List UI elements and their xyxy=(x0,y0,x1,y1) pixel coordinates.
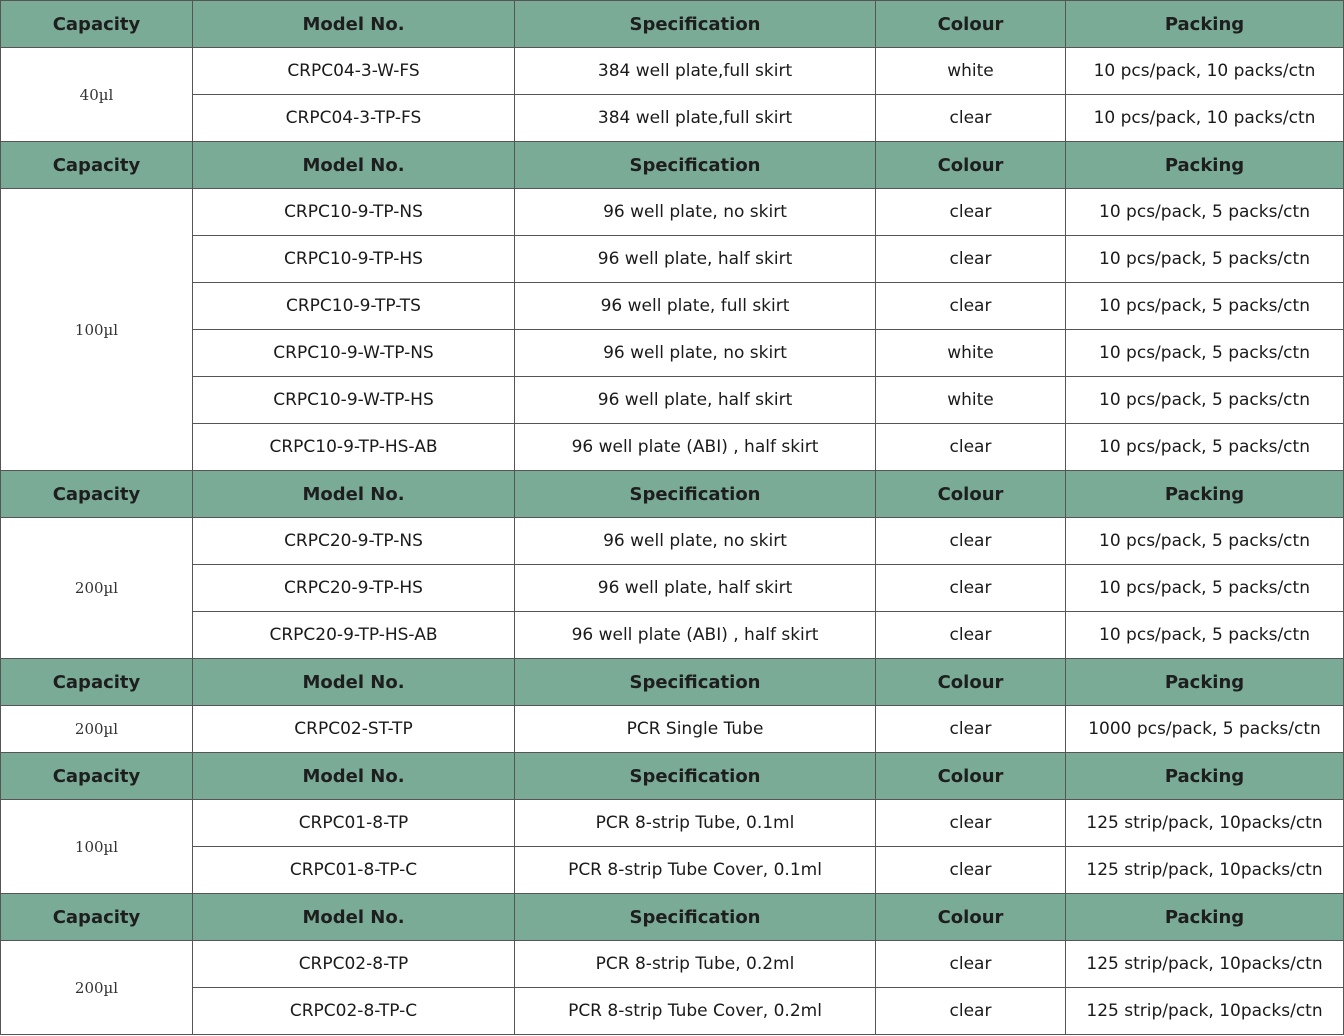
column-header-colour: Colour xyxy=(876,471,1066,518)
packing-cell: 10 pcs/pack, 10 packs/ctn xyxy=(1066,48,1344,95)
column-header-colour: Colour xyxy=(876,1,1066,48)
column-header-model: Model No. xyxy=(193,1,515,48)
table-row xyxy=(1,847,1344,894)
header-row xyxy=(1,142,1344,189)
model-cell: CRPC20-9-TP-HS-AB xyxy=(193,612,515,659)
column-header-spec: Specification xyxy=(515,894,876,941)
column-header-capacity: Capacity xyxy=(1,471,193,518)
spec-cell: 96 well plate, full skirt xyxy=(515,283,876,330)
table-row xyxy=(1,283,1344,330)
column-header-packing: Packing xyxy=(1066,1,1344,48)
column-header-packing: Packing xyxy=(1066,659,1344,706)
colour-cell: clear xyxy=(876,847,1066,894)
colour-cell: clear xyxy=(876,424,1066,471)
product-spec-table-body xyxy=(1,1,1344,1035)
packing-cell: 10 pcs/pack, 10 packs/ctn xyxy=(1066,95,1344,142)
model-cell: CRPC01-8-TP-C xyxy=(193,847,515,894)
spec-cell: PCR 8-strip Tube Cover, 0.2ml xyxy=(515,988,876,1035)
spec-cell: PCR 8-strip Tube Cover, 0.1ml xyxy=(515,847,876,894)
table-row xyxy=(1,941,1344,988)
packing-cell: 10 pcs/pack, 5 packs/ctn xyxy=(1066,189,1344,236)
column-header-model: Model No. xyxy=(193,894,515,941)
model-cell: CRPC10-9-TP-HS-AB xyxy=(193,424,515,471)
column-header-capacity: Capacity xyxy=(1,753,193,800)
model-cell: CRPC10-9-TP-TS xyxy=(193,283,515,330)
table-row xyxy=(1,424,1344,471)
colour-cell: clear xyxy=(876,612,1066,659)
column-header-colour: Colour xyxy=(876,142,1066,189)
capacity-cell: 200µl xyxy=(1,941,193,1035)
header-row xyxy=(1,659,1344,706)
model-cell: CRPC04-3-W-FS xyxy=(193,48,515,95)
model-cell: CRPC10-9-W-TP-NS xyxy=(193,330,515,377)
column-header-model: Model No. xyxy=(193,753,515,800)
column-header-model: Model No. xyxy=(193,659,515,706)
spec-cell: 96 well plate, no skirt xyxy=(515,189,876,236)
header-row xyxy=(1,894,1344,941)
model-cell: CRPC10-9-TP-HS xyxy=(193,236,515,283)
packing-cell: 10 pcs/pack, 5 packs/ctn xyxy=(1066,377,1344,424)
spec-cell: 96 well plate, half skirt xyxy=(515,565,876,612)
colour-cell: clear xyxy=(876,706,1066,753)
packing-cell: 10 pcs/pack, 5 packs/ctn xyxy=(1066,236,1344,283)
spec-cell: PCR 8-strip Tube, 0.2ml xyxy=(515,941,876,988)
table-row xyxy=(1,189,1344,236)
column-header-packing: Packing xyxy=(1066,894,1344,941)
model-cell: CRPC02-8-TP xyxy=(193,941,515,988)
table-row xyxy=(1,377,1344,424)
column-header-packing: Packing xyxy=(1066,753,1344,800)
model-cell: CRPC10-9-W-TP-HS xyxy=(193,377,515,424)
table-row xyxy=(1,988,1344,1035)
spec-cell: 384 well plate,full skirt xyxy=(515,48,876,95)
packing-cell: 125 strip/pack, 10packs/ctn xyxy=(1066,847,1344,894)
colour-cell: white xyxy=(876,48,1066,95)
capacity-cell: 200µl xyxy=(1,706,193,753)
packing-cell: 10 pcs/pack, 5 packs/ctn xyxy=(1066,518,1344,565)
header-row xyxy=(1,753,1344,800)
column-header-capacity: Capacity xyxy=(1,894,193,941)
column-header-model: Model No. xyxy=(193,471,515,518)
table-row xyxy=(1,95,1344,142)
capacity-cell: 100µl xyxy=(1,189,193,471)
model-cell: CRPC02-ST-TP xyxy=(193,706,515,753)
header-row xyxy=(1,471,1344,518)
packing-cell: 1000 pcs/pack, 5 packs/ctn xyxy=(1066,706,1344,753)
colour-cell: white xyxy=(876,377,1066,424)
model-cell: CRPC10-9-TP-NS xyxy=(193,189,515,236)
table-row xyxy=(1,706,1344,753)
capacity-cell: 100µl xyxy=(1,800,193,894)
column-header-spec: Specification xyxy=(515,142,876,189)
column-header-packing: Packing xyxy=(1066,142,1344,189)
column-header-spec: Specification xyxy=(515,659,876,706)
column-header-capacity: Capacity xyxy=(1,659,193,706)
column-header-spec: Specification xyxy=(515,471,876,518)
column-header-colour: Colour xyxy=(876,659,1066,706)
table-row xyxy=(1,330,1344,377)
column-header-colour: Colour xyxy=(876,753,1066,800)
packing-cell: 10 pcs/pack, 5 packs/ctn xyxy=(1066,283,1344,330)
spec-cell: PCR Single Tube xyxy=(515,706,876,753)
model-cell: CRPC20-9-TP-NS xyxy=(193,518,515,565)
colour-cell: clear xyxy=(876,800,1066,847)
table-row xyxy=(1,48,1344,95)
packing-cell: 10 pcs/pack, 5 packs/ctn xyxy=(1066,424,1344,471)
spec-cell: 96 well plate (ABI) , half skirt xyxy=(515,424,876,471)
colour-cell: clear xyxy=(876,283,1066,330)
colour-cell: clear xyxy=(876,236,1066,283)
column-header-capacity: Capacity xyxy=(1,1,193,48)
column-header-packing: Packing xyxy=(1066,471,1344,518)
packing-cell: 10 pcs/pack, 5 packs/ctn xyxy=(1066,565,1344,612)
packing-cell: 125 strip/pack, 10packs/ctn xyxy=(1066,800,1344,847)
packing-cell: 10 pcs/pack, 5 packs/ctn xyxy=(1066,612,1344,659)
column-header-capacity: Capacity xyxy=(1,142,193,189)
colour-cell: clear xyxy=(876,565,1066,612)
table-row xyxy=(1,612,1344,659)
capacity-cell: 40µl xyxy=(1,48,193,142)
colour-cell: clear xyxy=(876,95,1066,142)
column-header-colour: Colour xyxy=(876,894,1066,941)
packing-cell: 125 strip/pack, 10packs/ctn xyxy=(1066,941,1344,988)
colour-cell: clear xyxy=(876,189,1066,236)
spec-cell: 96 well plate, no skirt xyxy=(515,330,876,377)
column-header-spec: Specification xyxy=(515,1,876,48)
table-row xyxy=(1,236,1344,283)
colour-cell: clear xyxy=(876,518,1066,565)
spec-cell: 96 well plate, half skirt xyxy=(515,377,876,424)
model-cell: CRPC04-3-TP-FS xyxy=(193,95,515,142)
model-cell: CRPC20-9-TP-HS xyxy=(193,565,515,612)
model-cell: CRPC01-8-TP xyxy=(193,800,515,847)
column-header-spec: Specification xyxy=(515,753,876,800)
capacity-cell: 200µl xyxy=(1,518,193,659)
spec-cell: 96 well plate, no skirt xyxy=(515,518,876,565)
colour-cell: clear xyxy=(876,941,1066,988)
packing-cell: 10 pcs/pack, 5 packs/ctn xyxy=(1066,330,1344,377)
header-row xyxy=(1,1,1344,48)
table-row xyxy=(1,800,1344,847)
spec-cell: PCR 8-strip Tube, 0.1ml xyxy=(515,800,876,847)
colour-cell: clear xyxy=(876,988,1066,1035)
spec-cell: 384 well plate,full skirt xyxy=(515,95,876,142)
model-cell: CRPC02-8-TP-C xyxy=(193,988,515,1035)
column-header-model: Model No. xyxy=(193,142,515,189)
table-row xyxy=(1,518,1344,565)
spec-cell: 96 well plate (ABI) , half skirt xyxy=(515,612,876,659)
colour-cell: white xyxy=(876,330,1066,377)
packing-cell: 125 strip/pack, 10packs/ctn xyxy=(1066,988,1344,1035)
table-row xyxy=(1,565,1344,612)
spec-cell: 96 well plate, half skirt xyxy=(515,236,876,283)
